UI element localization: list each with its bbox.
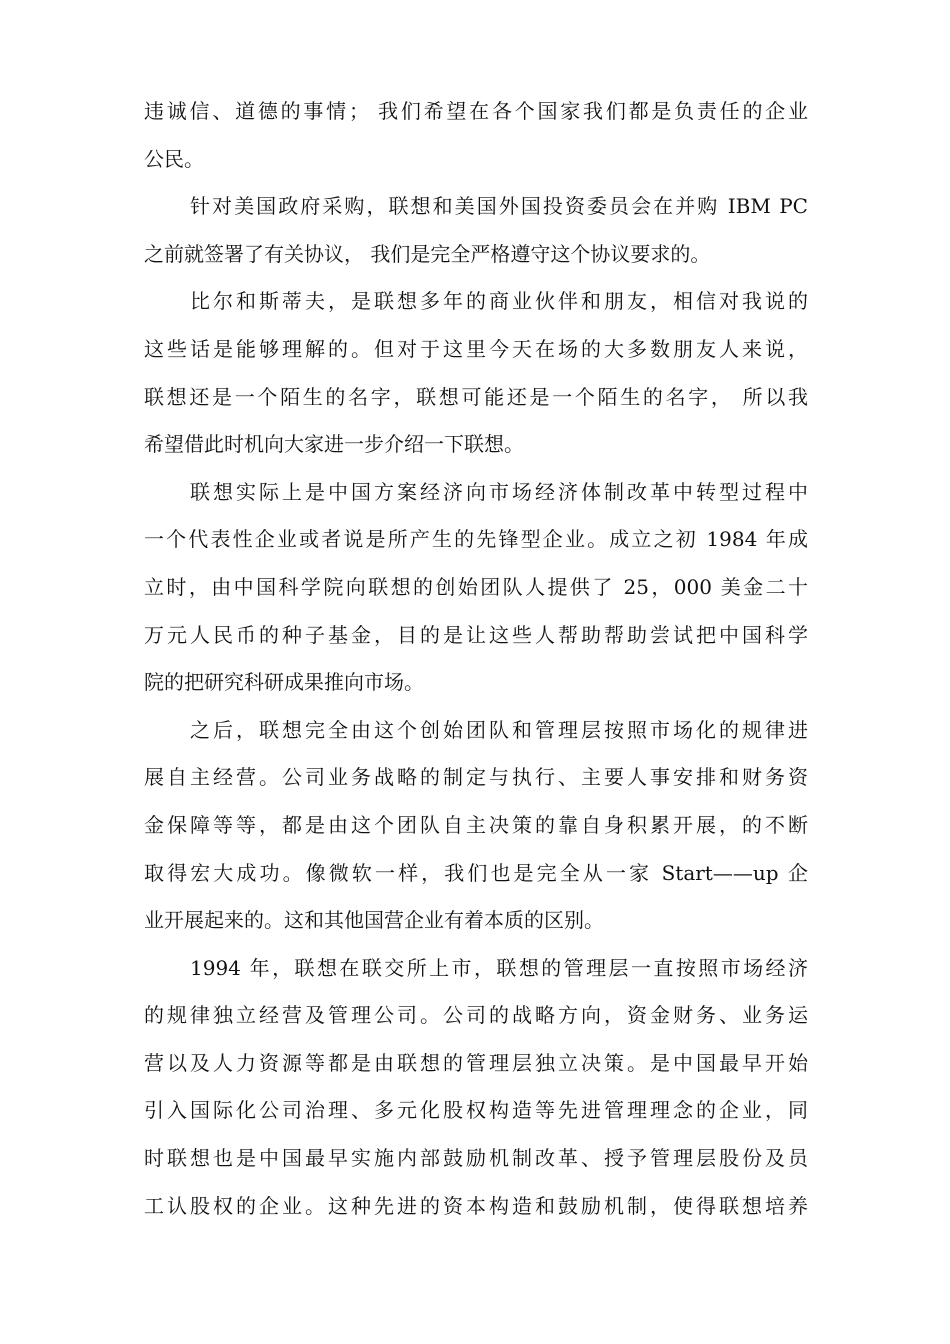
text-line: 针对美国政府采购，联想和美国外国投资委员会在并购 IBM PC <box>190 194 808 219</box>
text-line: 比尔和斯蒂夫，是联想多年的商业伙伴和朋友，相信对我说的 <box>190 289 808 314</box>
text-line: 营以及人力资源等都是由联想的管理层独立决策。是中国最早开始 <box>144 1050 808 1075</box>
text-line: 金保障等等，都是由这个团队自主决策的靠自身积累开展，的不断 <box>144 812 808 837</box>
text-line: 1994 年，联想在联交所上市，联想的管理层一直按照市场经济 <box>190 955 808 980</box>
text-line: 展自主经营。公司业务战略的制定与执行、主要人事安排和财务资 <box>144 765 808 790</box>
text-line: 业开展起来的。这和其他国营企业有着本质的区别。 <box>144 908 604 933</box>
body-text <box>144 88 808 1230</box>
text-line: 立时，由中国科学院向联想的创始团队人提供了 25，000 美金二十 <box>144 574 808 599</box>
text-line: 取得宏大成功。像微软一样，我们也是完全从一家 Start——up 企 <box>144 860 808 885</box>
text-line: 希望借此时机向大家进一步介绍一下联想。 <box>144 432 524 457</box>
text-line: 院的把研究科研成果推向市场。 <box>144 670 424 695</box>
text-line: 一个代表性企业或者说是所产生的先锋型企业。成立之初 1984 年成 <box>144 527 808 552</box>
text-line: 之前就签署了有关协议， 我们是完全严格遵守这个协议要求的。 <box>144 241 711 266</box>
text-line: 公民。 <box>144 146 204 171</box>
text-line: 之后，联想完全由这个创始团队和管理层按照市场化的规律进 <box>190 717 808 742</box>
text-line: 联想实际上是中国方案经济向市场经济体制改革中转型过程中 <box>190 479 808 504</box>
text-line: 时联想也是中国最早实施内部鼓励机制改革、授予管理层股份及员 <box>144 1146 808 1171</box>
text-line: 引入国际化公司治理、多元化股权构造等先进管理理念的企业，同 <box>144 1098 808 1123</box>
text-line: 联想还是一个陌生的名字，联想可能还是一个陌生的名字， 所以我 <box>144 384 808 409</box>
text-line: 违诚信、道德的事情； 我们希望在各个国家我们都是负责任的企业 <box>144 99 808 123</box>
text-line: 这些话是能够理解的。但对于这里今天在场的大多数朋友人来说， <box>144 336 808 361</box>
text-line: 万元人民币的种子基金，目的是让这些人帮助帮助尝试把中国科学 <box>144 622 808 647</box>
text-line: 的规律独立经营及管理公司。公司的战略方向，资金财务、业务运 <box>144 1003 808 1028</box>
text-line: 工认股权的企业。这种先进的资本构造和鼓励机制，使得联想培养 <box>144 1193 808 1218</box>
